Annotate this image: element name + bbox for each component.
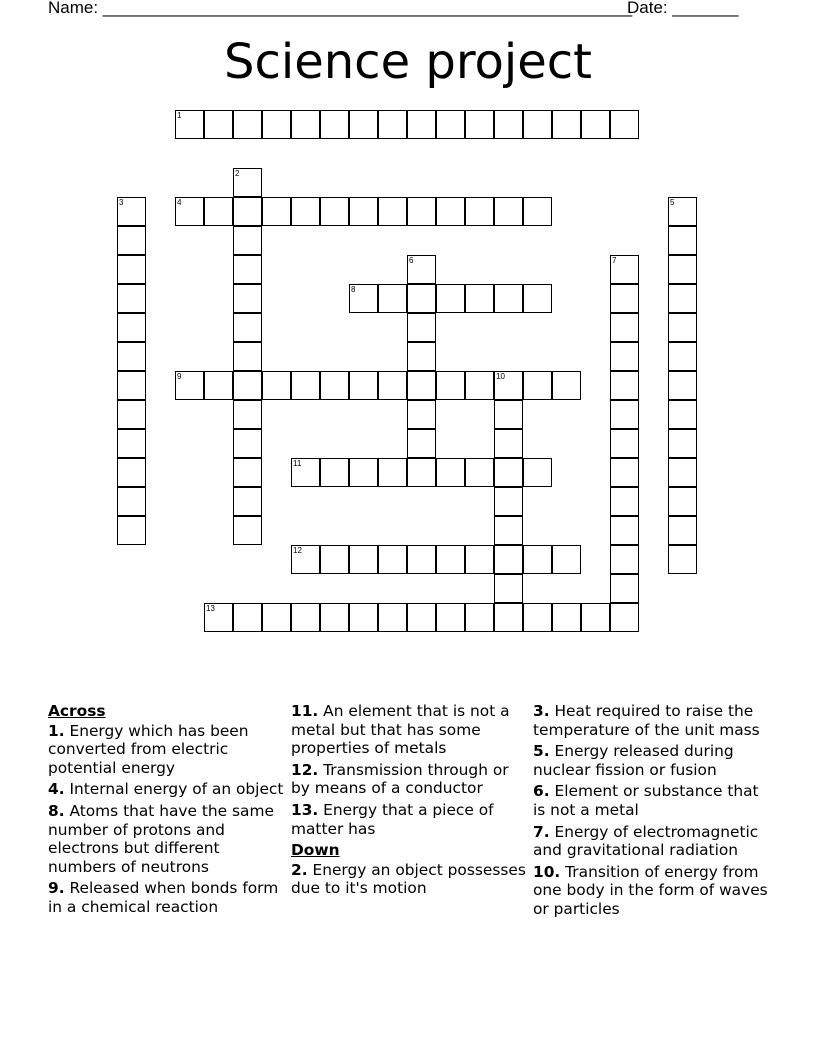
grid-cell[interactable]	[233, 313, 262, 342]
grid-cell[interactable]	[523, 110, 552, 139]
grid-cell[interactable]	[349, 371, 378, 400]
grid-cell[interactable]	[378, 197, 407, 226]
grid-cell[interactable]	[117, 458, 146, 487]
grid-cell[interactable]	[436, 458, 465, 487]
cell-number: 12	[293, 546, 302, 555]
grid-cell[interactable]	[610, 110, 639, 139]
grid-cell[interactable]	[407, 342, 436, 371]
grid-cell[interactable]	[407, 400, 436, 429]
grid-cell[interactable]	[349, 545, 378, 574]
grid-cell[interactable]	[262, 110, 291, 139]
grid-cell[interactable]	[349, 603, 378, 632]
page-title: Science project	[224, 34, 592, 90]
grid-cell[interactable]	[668, 516, 697, 545]
cell-number: 9	[177, 372, 182, 381]
grid-cell[interactable]	[465, 284, 494, 313]
grid-cell[interactable]	[436, 284, 465, 313]
cell-number: 4	[177, 198, 182, 207]
grid-cell[interactable]	[378, 110, 407, 139]
grid-cell[interactable]	[668, 226, 697, 255]
grid-cell[interactable]	[581, 110, 610, 139]
grid-cell[interactable]	[175, 197, 204, 226]
clue-down-7: 7. Energy of electromagnetic and gravitational radiation	[533, 822, 759, 860]
grid-cell[interactable]	[175, 371, 204, 400]
grid-cell[interactable]	[523, 197, 552, 226]
grid-cell[interactable]	[204, 603, 233, 632]
grid-cell[interactable]	[668, 371, 697, 400]
grid-cell[interactable]	[204, 371, 233, 400]
grid-cell[interactable]	[610, 429, 639, 458]
grid-cell[interactable]	[320, 458, 349, 487]
clue-column-1	[48, 702, 288, 920]
cell-number: 6	[409, 256, 414, 265]
grid-cell[interactable]	[291, 371, 320, 400]
grid-cell[interactable]	[436, 197, 465, 226]
grid-cell[interactable]	[668, 342, 697, 371]
grid-cell[interactable]	[233, 110, 262, 139]
clue-across-8: 8. Atoms that have the same number of protons and electrons but different numbers of neutrons	[48, 801, 274, 876]
grid-cell[interactable]	[320, 110, 349, 139]
grid-cell[interactable]	[262, 371, 291, 400]
clue-across-13: 13. Energy that a piece of matter has	[291, 800, 494, 838]
grid-cell[interactable]	[204, 197, 233, 226]
grid-cell[interactable]	[117, 429, 146, 458]
grid-cell[interactable]	[494, 603, 523, 632]
grid-cell[interactable]	[204, 110, 233, 139]
grid-cell[interactable]	[610, 487, 639, 516]
date-field: Date: _______	[627, 0, 739, 17]
cell-number: 13	[206, 604, 215, 613]
grid-cell[interactable]	[262, 603, 291, 632]
grid-cell[interactable]	[291, 545, 320, 574]
grid-cell[interactable]	[581, 603, 610, 632]
grid-cell[interactable]	[407, 255, 436, 284]
cell-number: 5	[670, 198, 675, 207]
grid-cell[interactable]	[233, 458, 262, 487]
clue-down-5: 5. Energy released during nuclear fission or fusion	[533, 742, 734, 779]
grid-cell[interactable]	[233, 255, 262, 284]
grid-cell[interactable]	[494, 197, 523, 226]
grid-cell[interactable]	[668, 255, 697, 284]
across-heading: Across	[48, 702, 106, 720]
grid-cell[interactable]	[668, 313, 697, 342]
grid-cell[interactable]	[552, 110, 581, 139]
grid-cell[interactable]	[407, 458, 436, 487]
clue-across-1: 1. Energy which has been converted from electric potential energy	[48, 721, 249, 777]
clue-across-12: 12. Transmission through or by means of a conductor	[291, 760, 509, 798]
grid-cell[interactable]	[610, 255, 639, 284]
clue-down-2: 2. Energy an object possesses due to it's motion	[291, 860, 526, 898]
name-field: Name: ________________________________________________________	[48, 0, 633, 17]
grid-cell[interactable]	[523, 545, 552, 574]
clue-across-11: 11. An element that is not a metal but that has some properties of metals	[291, 702, 510, 758]
grid-cell[interactable]	[610, 458, 639, 487]
grid-cell[interactable]	[494, 516, 523, 545]
grid-cell[interactable]	[117, 342, 146, 371]
grid-cell[interactable]	[668, 429, 697, 458]
grid-cell[interactable]	[233, 284, 262, 313]
grid-cell[interactable]	[465, 110, 494, 139]
grid-cell[interactable]	[117, 197, 146, 226]
grid-cell[interactable]	[117, 400, 146, 429]
grid-cell[interactable]	[610, 400, 639, 429]
grid-cell[interactable]	[552, 545, 581, 574]
cell-number: 2	[235, 169, 240, 178]
grid-cell[interactable]	[262, 197, 291, 226]
grid-cell[interactable]	[523, 371, 552, 400]
grid-cell[interactable]	[349, 110, 378, 139]
grid-cell[interactable]	[436, 603, 465, 632]
grid-cell[interactable]	[494, 400, 523, 429]
cell-number: 11	[293, 459, 302, 468]
cell-number: 1	[177, 111, 182, 120]
grid-cell[interactable]	[465, 603, 494, 632]
grid-cell[interactable]	[117, 226, 146, 255]
grid-cell[interactable]	[494, 110, 523, 139]
grid-cell[interactable]	[494, 284, 523, 313]
grid-cell[interactable]	[233, 226, 262, 255]
grid-cell[interactable]	[407, 429, 436, 458]
grid-cell[interactable]	[610, 284, 639, 313]
grid-cell[interactable]	[494, 574, 523, 603]
cell-number: 7	[612, 256, 617, 265]
cell-number: 3	[119, 198, 124, 207]
grid-cell[interactable]	[610, 574, 639, 603]
grid-cell[interactable]	[494, 545, 523, 574]
grid-cell[interactable]	[465, 458, 494, 487]
grid-cell[interactable]	[117, 255, 146, 284]
grid-cell[interactable]	[465, 545, 494, 574]
grid-cell[interactable]	[291, 603, 320, 632]
grid-cell[interactable]	[349, 197, 378, 226]
grid-cell[interactable]	[494, 458, 523, 487]
clue-across-9: 9. Released when bonds form in a chemical reaction	[48, 879, 279, 916]
grid-cell[interactable]	[436, 545, 465, 574]
grid-cell[interactable]	[407, 197, 436, 226]
grid-cell[interactable]	[668, 545, 697, 574]
grid-cell[interactable]	[436, 371, 465, 400]
grid-cell[interactable]	[233, 429, 262, 458]
grid-cell[interactable]	[117, 487, 146, 516]
grid-cell[interactable]	[320, 197, 349, 226]
grid-cell[interactable]	[349, 458, 378, 487]
grid-cell[interactable]	[233, 168, 262, 197]
clue-column-2	[291, 702, 531, 901]
grid-cell[interactable]	[668, 197, 697, 226]
grid-cell[interactable]	[523, 284, 552, 313]
grid-cell[interactable]	[552, 371, 581, 400]
grid-cell[interactable]	[378, 458, 407, 487]
grid-cell[interactable]	[117, 516, 146, 545]
grid-cell[interactable]	[233, 400, 262, 429]
grid-cell[interactable]	[465, 371, 494, 400]
grid-cell[interactable]	[610, 545, 639, 574]
grid-cell[interactable]	[407, 545, 436, 574]
grid-cell[interactable]	[407, 110, 436, 139]
grid-cell[interactable]	[378, 545, 407, 574]
clue-down-10: 10. Transition of energy from one body in the form of waves or particles	[533, 862, 768, 918]
grid-cell[interactable]	[349, 284, 378, 313]
grid-cell[interactable]	[610, 603, 639, 632]
down-heading: Down	[291, 841, 340, 860]
grid-cell[interactable]	[378, 371, 407, 400]
clue-down-3: 3. Heat required to raise the temperature of the unit mass	[533, 702, 760, 739]
grid-cell[interactable]	[494, 371, 523, 400]
grid-cell[interactable]	[668, 458, 697, 487]
cell-number: 8	[351, 285, 356, 294]
grid-cell[interactable]	[610, 371, 639, 400]
grid-cell[interactable]	[117, 313, 146, 342]
grid-cell[interactable]	[436, 110, 465, 139]
grid-cell[interactable]	[320, 545, 349, 574]
grid-cell[interactable]	[668, 284, 697, 313]
clue-column-3	[533, 702, 773, 922]
grid-cell[interactable]	[465, 197, 494, 226]
clue-across-4: 4. Internal energy of an object	[48, 780, 284, 799]
grid-cell[interactable]	[610, 313, 639, 342]
grid-cell[interactable]	[233, 371, 262, 400]
grid-cell[interactable]	[494, 487, 523, 516]
grid-cell[interactable]	[117, 371, 146, 400]
grid-cell[interactable]	[523, 458, 552, 487]
grid-cell[interactable]	[291, 110, 320, 139]
grid-cell[interactable]	[552, 603, 581, 632]
grid-cell[interactable]	[175, 110, 204, 139]
grid-cell[interactable]	[233, 197, 262, 226]
grid-cell[interactable]	[610, 516, 639, 545]
grid-cell[interactable]	[378, 603, 407, 632]
grid-cell[interactable]	[523, 603, 552, 632]
grid-cell[interactable]	[233, 516, 262, 545]
grid-cell[interactable]	[320, 603, 349, 632]
grid-cell[interactable]	[233, 487, 262, 516]
grid-cell[interactable]	[668, 400, 697, 429]
clue-down-6: 6. Element or substance that is not a metal	[533, 782, 759, 819]
grid-cell[interactable]	[407, 371, 436, 400]
grid-cell[interactable]	[233, 342, 262, 371]
grid-cell[interactable]	[320, 371, 349, 400]
grid-cell[interactable]	[378, 284, 407, 313]
cell-number: 10	[496, 372, 505, 381]
grid-cell[interactable]	[117, 284, 146, 313]
grid-cell[interactable]	[291, 458, 320, 487]
grid-cell[interactable]	[407, 603, 436, 632]
grid-cell[interactable]	[233, 603, 262, 632]
grid-cell[interactable]	[668, 487, 697, 516]
grid-cell[interactable]	[291, 197, 320, 226]
grid-cell[interactable]	[494, 429, 523, 458]
grid-cell[interactable]	[407, 313, 436, 342]
grid-cell[interactable]	[610, 342, 639, 371]
grid-cell[interactable]	[407, 284, 436, 313]
